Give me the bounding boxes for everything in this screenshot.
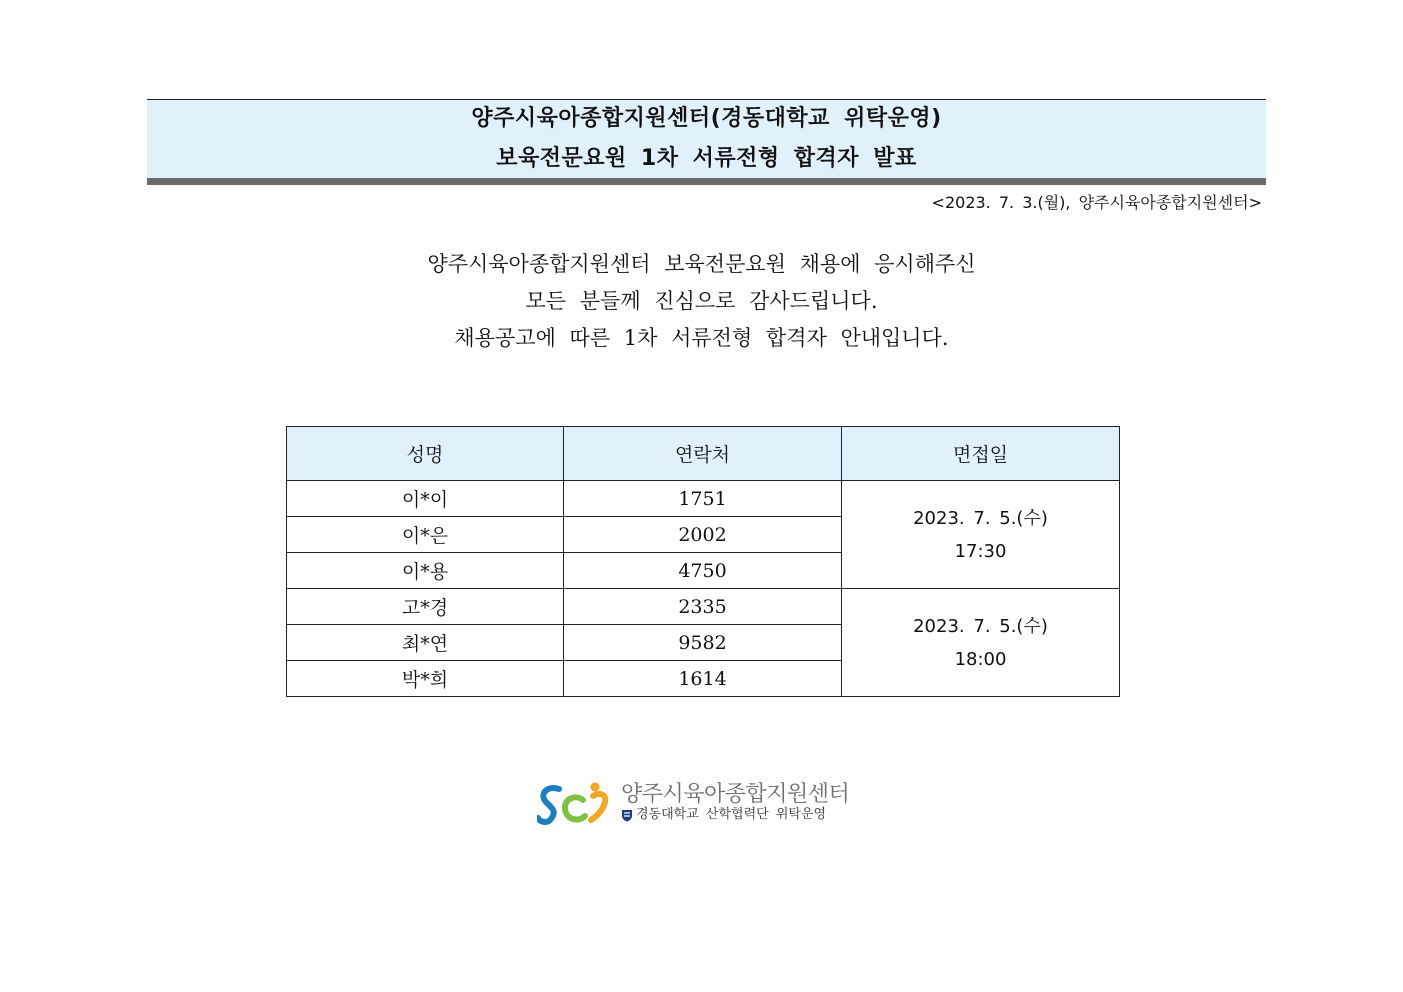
applicant-name: 박*희	[287, 661, 564, 697]
center-logo-subtitle: 경동대학교 산학협력단 위탁운영	[636, 807, 827, 822]
table-row	[287, 589, 1120, 625]
applicant-name: 이*은	[287, 517, 564, 553]
interview-time: 18:00	[954, 648, 1007, 670]
column-header-name: 성명	[287, 427, 564, 481]
applicant-name: 이*용	[287, 553, 564, 589]
title-banner	[147, 99, 1266, 185]
applicant-name: 최*연	[287, 625, 564, 661]
applicant-contact: 1751	[564, 481, 842, 517]
column-header-interview: 면접일	[842, 427, 1120, 481]
interview-schedule	[842, 589, 1120, 697]
interview-date: 2023. 7. 5.(수)	[913, 615, 1048, 637]
applicant-contact: 4750	[564, 553, 842, 589]
table-header-row	[287, 427, 1120, 481]
page-title: 양주시육아종합지원센터(경동대학교 위탁운영)	[471, 106, 942, 131]
interview-time: 17:30	[954, 540, 1007, 562]
applicant-contact: 2002	[564, 517, 842, 553]
center-logo	[537, 780, 877, 828]
results-table	[286, 426, 1120, 697]
applicant-contact: 1614	[564, 661, 842, 697]
intro-text	[0, 246, 1403, 357]
page-subtitle: 보육전문요원 1차 서류전형 합격자 발표	[496, 146, 917, 171]
center-logo-name: 양주시육아종합지원센터	[621, 782, 850, 807]
applicant-contact: 9582	[564, 625, 842, 661]
column-header-contact: 연락처	[564, 427, 842, 481]
intro-line: 채용공고에 따른 1차 서류전형 합격자 안내입니다.	[454, 326, 949, 350]
applicant-name: 고*경	[287, 589, 564, 625]
announcement-date: <2023. 7. 3.(월), 양주시육아종합지원센터>	[931, 193, 1262, 212]
intro-line: 모든 분들께 진심으로 감사드립니다.	[525, 289, 878, 313]
interview-date: 2023. 7. 5.(수)	[913, 507, 1048, 529]
interview-schedule	[842, 481, 1120, 589]
intro-line: 양주시육아종합지원센터 보육전문요원 채용에 응시해주신	[427, 252, 976, 276]
center-logo-mark-icon	[537, 780, 617, 826]
applicant-contact: 2335	[564, 589, 842, 625]
university-emblem-icon	[621, 809, 633, 822]
table-row	[287, 481, 1120, 517]
applicant-name: 이*이	[287, 481, 564, 517]
